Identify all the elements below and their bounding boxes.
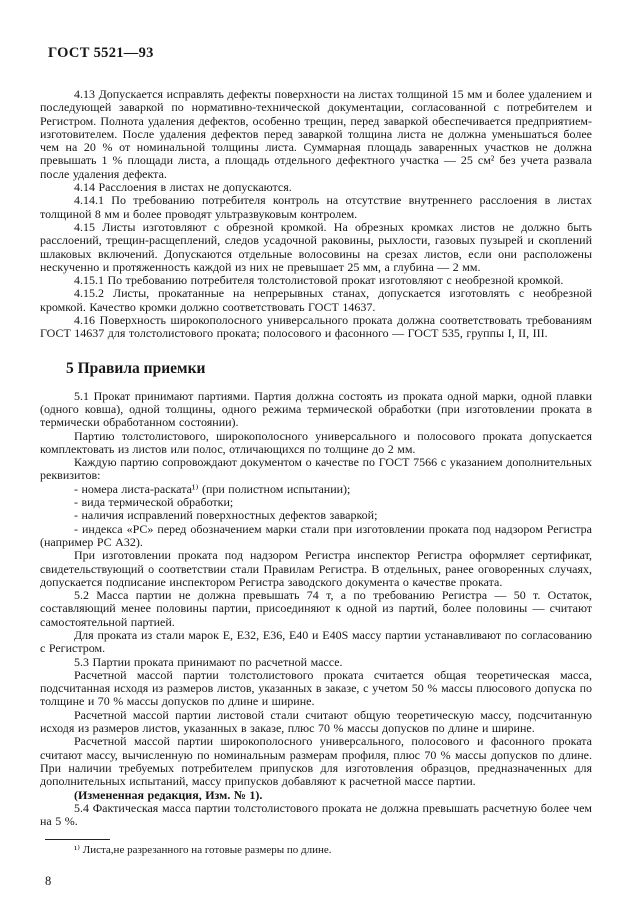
page-number: 8 [45, 874, 52, 889]
clause-5-1-cont-1: Партию толстолистового, широкополосного универсального и полосового проката допускается комплектовать из листов или полос, отличающихся по толщине до 2 мм. [40, 428, 592, 456]
clause-5-2-cont: Для проката из стали марок Е, Е32, Е36, Е40 и Е40S массу партии устанавливают по согласованию с Регистром. [40, 627, 592, 656]
amended-edition-note: (Измененная редакция, Изм. № 1). [74, 787, 263, 802]
clause-5-3: 5.3 Партии проката принимают по расчетной массе. [74, 654, 343, 669]
list-item-sheet-number: - номера листа-раската¹⁾ (при полистном испытании); [74, 481, 351, 496]
clause-5-4: 5.4 Фактическая масса партии толстолистового проката не должна превышать расчетную более чем на 5 %. [40, 800, 592, 829]
section-5-heading: 5 Правила приемки [66, 359, 206, 377]
clause-4-13: 4.13 Допускается исправлять дефекты поверхности на листах толщиной 15 мм и более удалением и последующей заваркой по нормативно-технической документации, согласованной с потребителем и Регистром. Полнота удаления дефектов, особенно трещин, перед заваркой обеспечивается предприятием-изготовителем. После удаления дефектов перед заваркой толщина листа не должна уменьшаться более чем на 20 % от номинальной толщины листа. Суммарная площадь заваренных участков не должна превышать 1 % площади листа, а площадь отдельного дефектного участка — 25 см² без учета развала после удаления дефекта. [40, 87, 592, 181]
list-item-rs-index: - индекса «РС» перед обозначением марки стали при изготовлении проката под надзором Регистра (например РС А32). [40, 521, 592, 549]
clause-5-2: 5.2 Масса партии не должна превышать 74 т, а по требованию Регистра — 50 т. Остаток, составляющий менее половины партии, присоединяют к одной из партий, более половины — считают самостоятельной партией. [40, 588, 592, 629]
running-header: ГОСТ 5521—93 [48, 45, 154, 61]
footnote-text: ¹⁾ Листа,не разрезанного на готовые размеры по длине. [74, 844, 332, 857]
clause-5-1-register: При изготовлении проката под надзором Регистра инспектор Регистра оформляет сертификат, свидетельствующий о соответствии стали Правилам Регистра. В отдельных, ранее оговоренных случаях, допускается подписание инспектором Регистра заводского документа о качестве проката. [40, 548, 592, 589]
clause-5-3-mass-sheet: Расчетной массой партии листовой стали считают общую теоретическую массу, подсчитанную исходя из размеров листов, указанных в заказе, плюс 70 % массы допусков по длине и ширине. [40, 707, 592, 736]
list-item-heat-treatment: - вида термической обработки; [74, 495, 234, 510]
footnote-divider [45, 839, 110, 840]
clause-5-3-mass-universal: Расчетной массой партии широкополосного универсального, полосового и фасонного проката считают массу, вычисленную по номинальным размерам профиля, плюс 70 % массы допусков по длине. При наличии требуемых потребителем припусков для изготовления образцов, предназначенных для дополнительных испытаний, массу припусков добавляют к расчетной массе партии. [40, 734, 592, 789]
clause-4-16: 4.16 Поверхность широкополосного универсального проката должна соответствовать требованиям ГОСТ 14637 для толстолистового проката; полосового и фасонного — ГОСТ 535, группы I, II, III. [40, 313, 592, 341]
clause-5-1-cont-2: Каждую партию сопровождают документом о качестве по ГОСТ 7566 с указанием дополнительных реквизитов: [40, 455, 592, 483]
clause-4-14-1: 4.14.1 По требованию потребителя контроль на отсутствие внутреннего расслоения в листах толщиной 8 мм и более проводят ультразвуковым контролем. [40, 193, 592, 221]
clause-5-3-mass-plate: Расчетной массой партии толстолистового проката считается общая теоретическая масса, подсчитанная исходя из размеров листов, указанных в заказе, с учетом 50 % массы плюсового допуска по толщине и 70 % массы допусков по длине и ширине. [40, 667, 592, 709]
footnote-area [40, 839, 592, 857]
clause-4-15: 4.15 Листы изготовляют с обрезной кромкой. На обрезных кромках листов не должно быть расслоений, трещин-расщеплений, следов усадочной раковины, рыхлости, газовых пузырей и скоплений шлаковых включений. Допускаются отдельные волосовины на срезах листов, если они расположены нескученно и протяженность каждой из них не превышает 25 мм, а глубина — 2 мм. [40, 219, 592, 274]
list-item-weld-repairs: - наличия исправлений поверхностных дефектов заваркой; [74, 508, 378, 523]
clause-5-1: 5.1 Прокат принимают партиями. Партия должна состоять из проката одной марки, одной плавки (одного ковша), одной толщины, одного режима термической обработки (при изготовлении проката в термически обработанном состоянии). [40, 388, 592, 430]
document-body [40, 88, 592, 828]
clause-4-14: 4.14 Расслоения в листах не допускаются. [74, 180, 292, 195]
clause-4-15-2: 4.15.2 Листы, прокатанные на непрерывных станах, допускается изготовлять с необрезной кромкой. Качество кромки должно соответствовать ГОСТ 14637. [40, 286, 592, 314]
clause-4-15-1: 4.15.1 По требованию потребителя толстолистовой прокат изготовляют с необрезной кромкой. [74, 273, 564, 288]
